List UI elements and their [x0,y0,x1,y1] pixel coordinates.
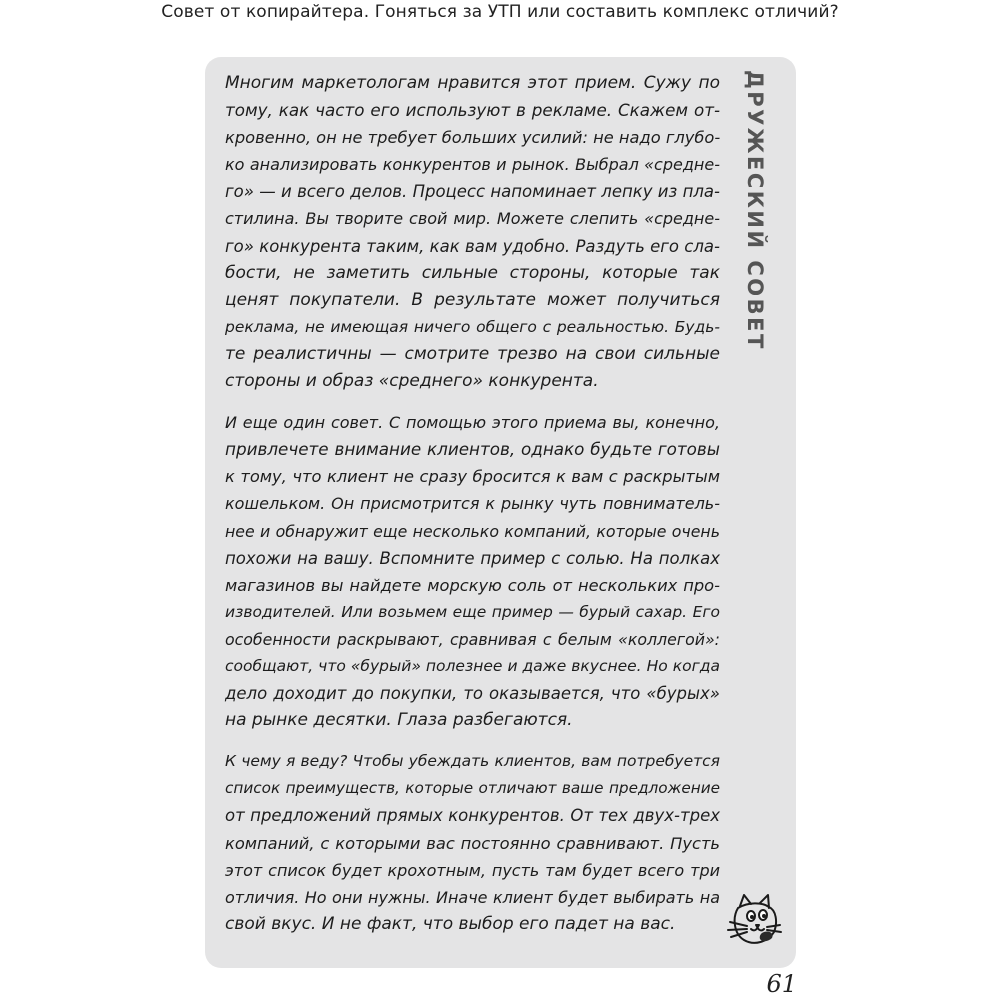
text-line: го» — и всего делов. Процесс напоминает лепку из пла- [225,182,720,202]
text-line: сообщают, что «бурый» полезнее и даже вкуснее. Но когда [225,656,720,675]
text-line: нее и обнаружит еще несколько компаний, которые очень [225,521,720,541]
page-number: 61 [766,970,797,998]
text-line: стилина. Вы творите свой мир. Можете слепить «средне- [225,209,720,229]
paragraph [225,70,720,395]
sidebar-label [731,70,777,351]
text-line: свой вкус. И не факт, что выбор его падет на вас. [225,913,676,934]
text-line: дело доходит до покупки, то оказывается, что «бурых» [225,684,720,704]
text-line: бости, не заметить сильные стороны, которые так [225,262,720,283]
text-line: тому, как часто его используют в рекламе. Скажем от- [225,100,720,121]
text-line: от предложений прямых конкурентов. От тех двух-трех [225,806,720,826]
text-line: особенности раскрывают, сравнивая с белым «коллегой»: [225,629,720,649]
text-line: изводителей. Или возьмем еще пример — бурый сахар. Его [225,602,720,621]
text-line: кошельком. Он присмотрится к рынку чуть повниматель- [225,494,720,514]
text-line: список преимуществ, которые отличают ваше предложение [225,779,720,798]
advice-text [225,70,720,952]
text-line: К чему я веду? Чтобы убеждать клиентов, вам потребуется [225,752,720,771]
cat-doodle-icon [720,892,784,954]
text-line: ценят покупатели. В результате может получиться [225,289,720,310]
paragraph [225,409,720,734]
text-line: ко анализировать конкурентов и рынок. Выбрал «средне- [225,155,720,175]
text-line: И еще один совет. С помощью этого приема вы, конечно, [225,413,720,433]
text-line: те реалистичны — смотрите трезво на свои сильные [225,343,720,364]
text-line: отличия. Но они нужны. Иначе клиент будет выбирать на [225,887,720,907]
text-line: привлечете внимание клиентов, однако будьте готовы [225,439,720,460]
text-line: компаний, с которыми вас постоянно сравнивают. Пусть [225,833,720,853]
sidebar-label-text: ДРУЖЕСКИЙ СОВЕТ [743,70,767,351]
text-line: на рынке десятки. Глаза разбегаются. [225,710,573,731]
text-line: магазинов вы найдете морскую соль от нескольких про- [225,575,720,595]
running-header: Совет от копирайтера. Гоняться за УТП или составить комплекс отличий? [161,2,839,22]
text-line: похожи на вашу. Вспомните пример с солью. На полках [225,548,720,568]
paragraph [225,748,720,938]
text-line: этот список будет крохотным, пусть там будет всего три [225,860,720,880]
text-line: к тому, что клиент не сразу бросится к вам с раскрытым [225,467,720,487]
text-line: Многим маркетологам нравится этот прием. Сужу по [225,73,720,93]
text-line: стороны и образ «среднего» конкурента. [225,371,599,392]
text-line: го» конкурента таким, как вам удобно. Раздуть его сла- [225,236,720,256]
text-line: реклама, не имеющая ничего общего с реальностью. Будь- [225,317,720,336]
text-line: кровенно, он не требует больших усилий: не надо глубо- [225,128,721,148]
